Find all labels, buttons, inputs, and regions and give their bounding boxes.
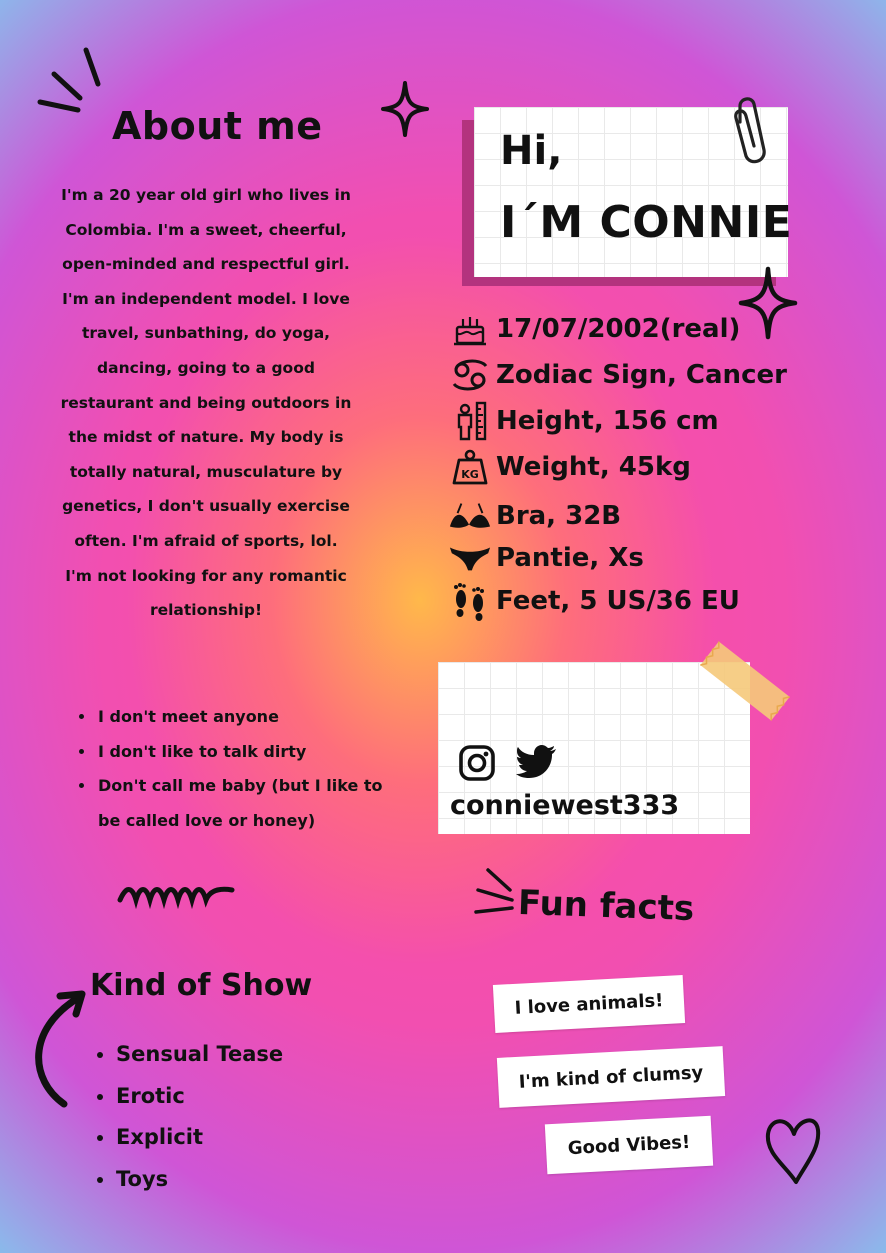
rules-list <box>58 700 386 838</box>
fact-text: 17/07/2002(real) <box>496 314 741 344</box>
bra-icon <box>448 496 492 536</box>
greeting-name: I´M CONNIE <box>500 197 793 248</box>
list-item: • Explicit <box>116 1117 283 1159</box>
show-list <box>70 1034 283 1200</box>
list-item: • Don't call me baby (but I like to be called love or honey) <box>96 769 386 838</box>
instagram-icon[interactable] <box>458 744 496 782</box>
show-title: Kind of Show <box>90 968 313 1003</box>
tape-icon <box>690 636 800 726</box>
greeting-line: Hi, <box>500 128 563 174</box>
accent-lines-icon <box>36 44 106 116</box>
height-ruler-icon <box>448 401 492 441</box>
fact-pantie <box>448 536 644 580</box>
about-paragraph: I'm not looking for any romantic relationship! <box>65 566 347 620</box>
footprints-icon <box>448 581 492 621</box>
cancer-zodiac-icon <box>448 355 492 395</box>
paperclip-icon <box>726 92 772 172</box>
list-item: • Sensual Tease <box>116 1034 283 1076</box>
fact-birthday <box>448 307 740 351</box>
squiggle-icon <box>116 880 236 910</box>
fact-feet <box>448 579 740 623</box>
about-paragraph: I'm a 20 year old girl who lives in Colombia. I'm a sweet, cheerful, open-minded and respectful girl. I'm an independent model. I love travel, sunbathing, do yoga, dancing, going to a good restaurant and being outdoors in the midst of nature. My body is totally natural, musculature by genetics, I don't usually exercise often. I'm afraid of sports, lol. <box>60 186 352 550</box>
fact-zodiac <box>448 353 787 397</box>
fact-bra <box>448 494 621 538</box>
fact-weight <box>448 445 691 489</box>
list-item: • I don't meet anyone <box>96 700 386 735</box>
weight-kg-icon <box>448 447 492 487</box>
panties-icon <box>448 538 492 578</box>
fun-fact-note: I'm kind of clumsy <box>497 1046 725 1108</box>
sparkle-icon <box>738 266 798 340</box>
twitter-icon[interactable] <box>516 744 558 780</box>
about-title: About me <box>112 104 323 148</box>
social-handle[interactable]: conniewest333 <box>450 790 680 821</box>
fun-fact-note: I love animals! <box>493 975 685 1033</box>
fact-height <box>448 399 719 443</box>
birthday-cake-icon <box>448 309 492 349</box>
fact-text: Bra, 32B <box>496 501 622 531</box>
heart-icon <box>762 1110 824 1186</box>
list-item: • I don't like to talk dirty <box>96 735 386 770</box>
accent-lines-icon <box>472 866 520 918</box>
fact-text: Feet, 5 US/36 EU <box>496 586 740 616</box>
sparkle-icon <box>380 80 430 138</box>
about-text <box>52 178 360 628</box>
fact-text: Weight, 45kg <box>496 452 691 482</box>
svg-text:KG: KG <box>461 468 479 481</box>
list-item: • Toys <box>116 1159 283 1201</box>
fun-facts-title: Fun facts <box>517 882 695 930</box>
list-item: • Erotic <box>116 1076 283 1118</box>
fact-text: Height, 156 cm <box>496 406 719 436</box>
fact-text: Zodiac Sign, Cancer <box>496 360 787 390</box>
fact-text: Pantie, Xs <box>496 543 644 573</box>
fun-fact-note: Good Vibes! <box>545 1116 713 1175</box>
